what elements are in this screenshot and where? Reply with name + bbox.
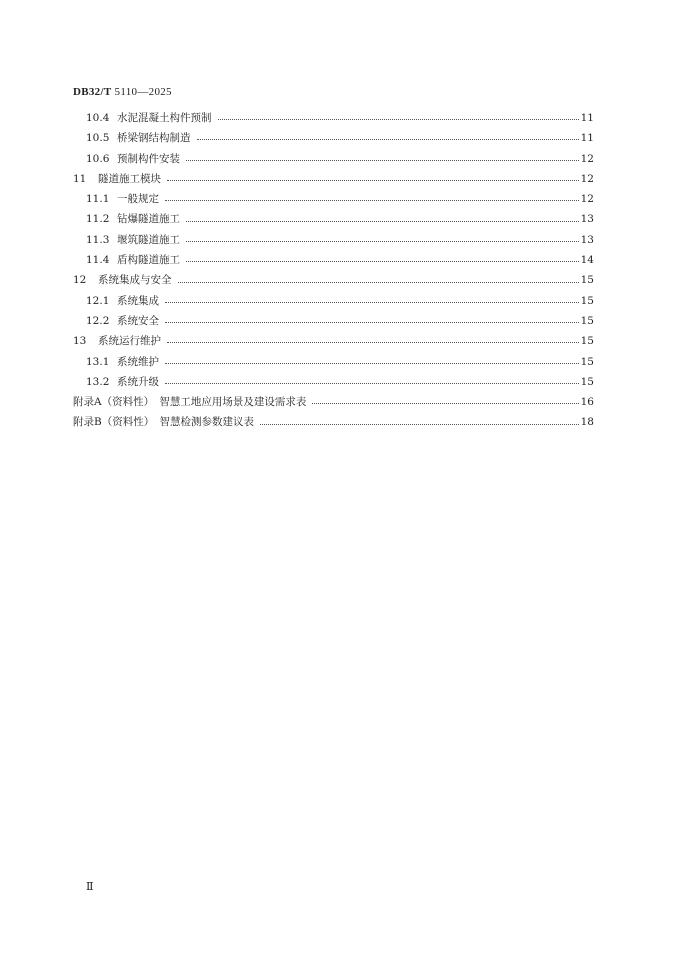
toc-dot-leader [260,423,579,425]
toc-entry[interactable] [0,169,594,189]
toc-entry-title: 预制构件安装 [117,152,180,165]
toc-entry-number: 12.1 [86,294,110,307]
toc-entry[interactable] [0,412,594,432]
toc-dot-leader [218,118,579,120]
toc-dot-leader [186,220,579,222]
toc-entry-page: 12 [580,193,594,206]
toc-dot-leader [178,281,579,283]
toc-entry-number: 11.1 [86,193,110,206]
toc-entry-title: 系统集成与安全 [98,274,172,287]
toc-entry-page: 18 [580,416,594,429]
page-number: Ⅱ [86,880,94,893]
toc-entry[interactable] [0,128,594,148]
toc-entry-page: 16 [580,396,594,409]
toc-entry-page: 13 [580,213,594,226]
toc-dot-leader [186,159,579,161]
toc-entry-number: 12 [73,274,87,287]
toc-entry[interactable] [0,230,594,250]
toc-entry-page: 13 [580,233,594,246]
toc-entry[interactable] [0,250,594,270]
toc-entry-number: 10.5 [86,132,110,145]
toc-entry[interactable] [0,149,594,169]
toc-entry-title: 附录A（资料性） 智慧工地应用场景及建设需求表 [73,396,307,409]
toc-entry-page: 12 [580,172,594,185]
toc-dot-leader [165,301,579,303]
toc-entry-page: 11 [580,132,594,145]
toc-entry-number: 11.3 [86,233,110,246]
toc-dot-leader [167,341,579,343]
toc-entry-title: 一般规定 [117,193,159,206]
toc-entry-number: 11 [73,172,87,185]
toc-entry[interactable] [0,209,594,229]
toc-entry-title: 盾构隧道施工 [117,254,180,267]
toc-entry-title: 钻爆隧道施工 [117,213,180,226]
toc-entry-number: 13.2 [86,375,110,388]
toc-entry[interactable] [0,270,594,290]
toc-entry-page: 15 [580,335,594,348]
toc-entry-title: 堰筑隧道施工 [117,233,180,246]
toc-entry[interactable] [0,331,594,351]
toc-entry[interactable] [0,311,594,331]
standard-code: DB32/T [73,86,112,98]
toc-entry-page: 14 [580,254,594,267]
toc-entry-title: 系统维护 [117,355,159,368]
toc-entry-title: 系统升级 [117,375,159,388]
toc-entry-number: 10.4 [86,112,110,124]
toc-entry[interactable] [0,108,594,128]
toc-entry-number: 11.2 [86,213,110,226]
toc-dot-leader [165,199,579,201]
table-of-contents [0,108,681,433]
toc-entry-page: 15 [580,314,594,327]
toc-entry-page: 15 [580,274,594,287]
toc-dot-leader [165,362,579,364]
toc-entry-title: 桥梁钢结构制造 [117,132,191,145]
toc-entry-title: 隧道施工模块 [98,172,161,185]
toc-dot-leader [165,321,579,323]
toc-entry-page: 15 [580,375,594,388]
toc-entry-page: 12 [580,152,594,165]
toc-dot-leader [165,382,579,384]
toc-dot-leader [312,402,578,404]
toc-entry-page: 11 [580,112,594,124]
toc-dot-leader [167,179,579,181]
toc-entry-title: 系统运行维护 [98,335,161,348]
toc-entry-title: 系统集成 [117,294,159,307]
toc-entry-number: 11.4 [86,254,110,267]
toc-entry-title: 附录B（资料性） 智慧检测参数建议表 [73,416,254,429]
toc-entry-number: 13 [73,335,87,348]
toc-entry-page: 15 [580,355,594,368]
toc-entry[interactable] [0,189,594,209]
toc-entry[interactable] [0,291,594,311]
toc-entry-page: 15 [580,294,594,307]
toc-entry[interactable] [0,352,594,372]
toc-entry[interactable] [0,372,594,392]
document-header [73,86,172,98]
toc-entry-number: 12.2 [86,314,110,327]
toc-entry-number: 10.6 [86,152,110,165]
toc-entry-title: 系统安全 [117,314,159,327]
toc-entry-title: 水泥混凝土构件预制 [117,112,212,124]
toc-dot-leader [186,240,579,242]
standard-number: 5110—2025 [114,86,172,98]
toc-entry-number: 13.1 [86,355,110,368]
toc-dot-leader [197,138,579,140]
toc-dot-leader [186,260,579,262]
toc-entry[interactable] [0,392,594,412]
